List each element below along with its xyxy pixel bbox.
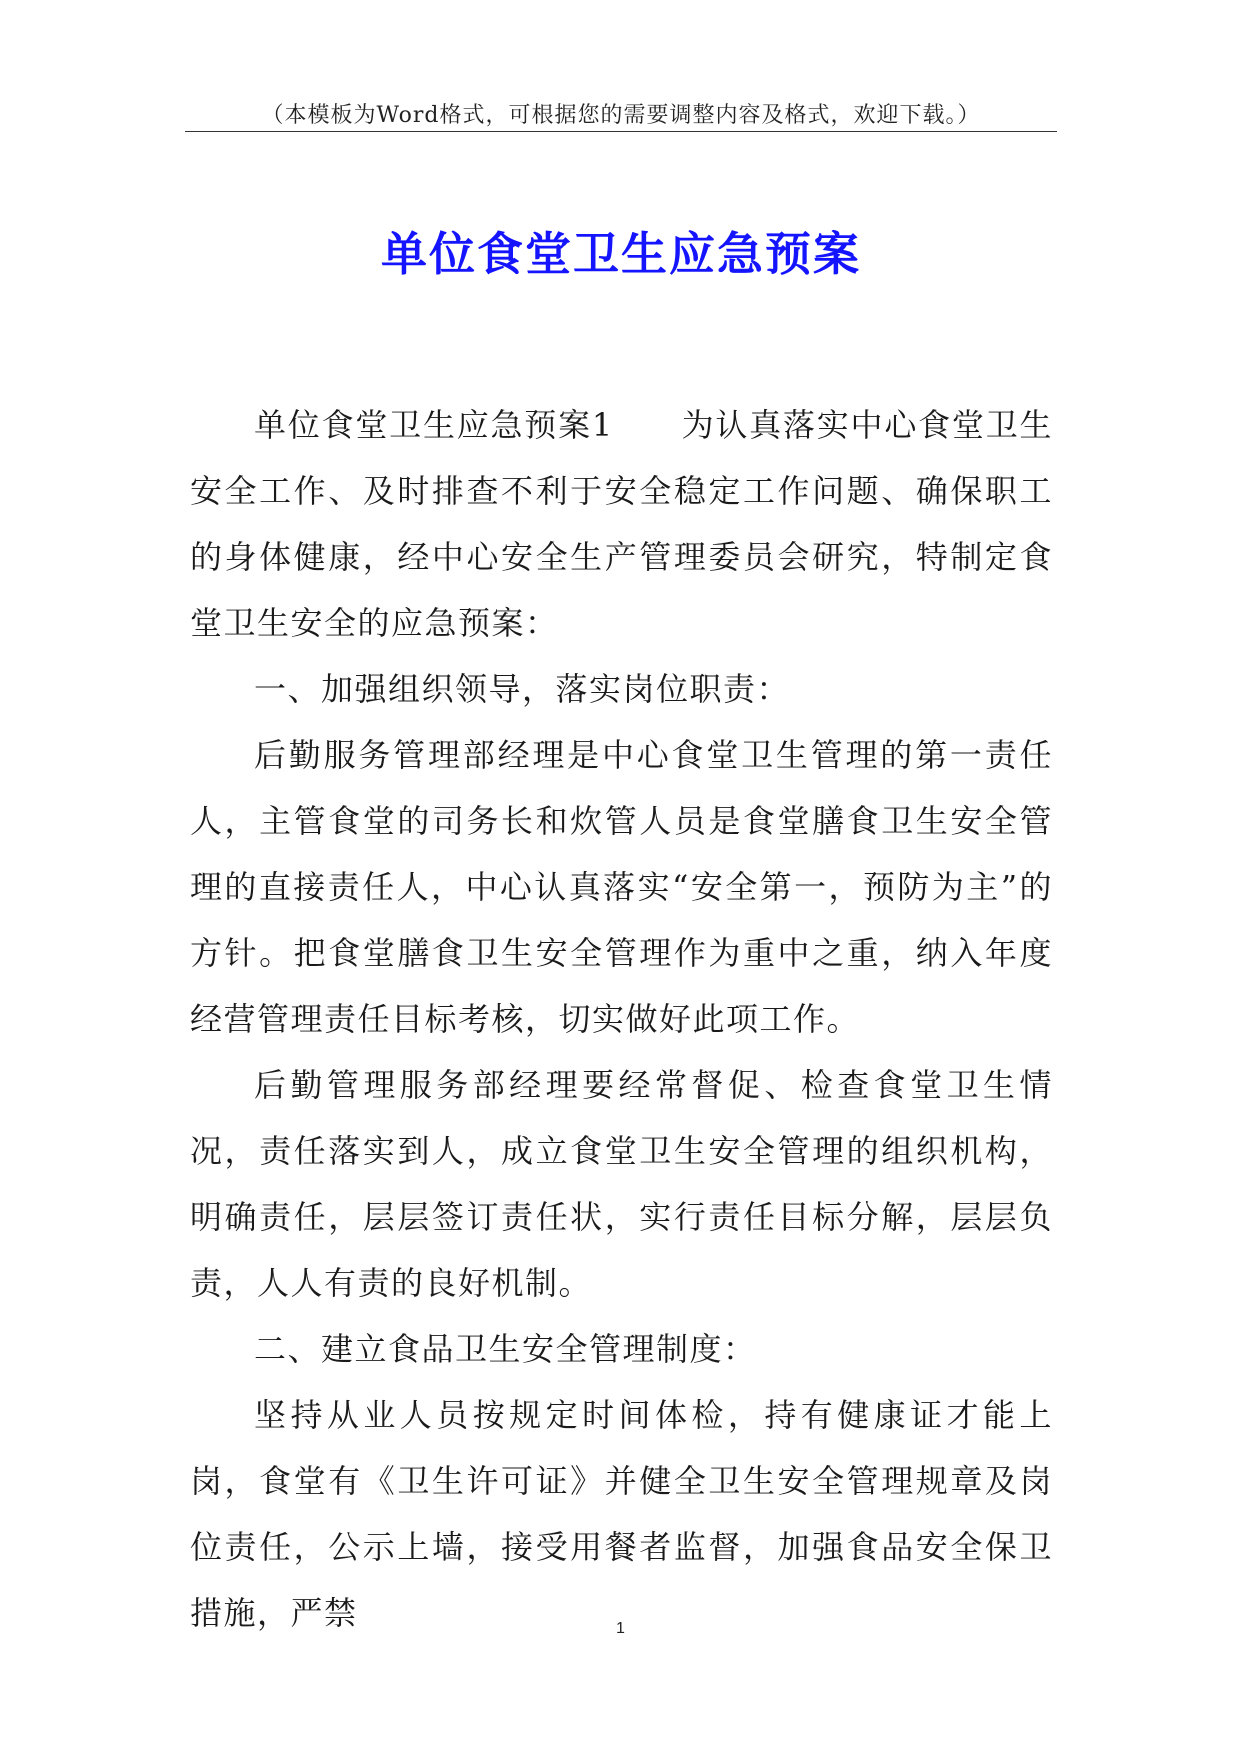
header-note: （本模板为Word格式，可根据您的需要调整内容及格式，欢迎下载。） bbox=[261, 103, 981, 128]
paragraph-responsibility: 后勤服务管理部经理是中心食堂卫生管理的第一责任人，主管食堂的司务长和炊管人员是食堂膳食卫生安全管理的直接责任人，中心认真落实“安全第一，预防为主”的方针。把食堂膳食卫生安全管理作为重中之重，纳入年度经营管理责任目标考核，切实做好此项工作。 bbox=[190, 736, 1053, 1038]
document-title: 单位食堂卫生应急预案 bbox=[381, 227, 861, 281]
section-heading-2: 二、建立食品卫生安全管理制度： bbox=[254, 1330, 757, 1368]
paragraph-health-certificate: 坚持从业人员按规定时间体检，持有健康证才能上岗，食堂有《卫生许可证》并健全卫生安全管理规章及岗位责任，公示上墙，接受用餐者监督，加强食品安全保卫措施，严禁 bbox=[190, 1396, 1053, 1632]
page-number: 1 bbox=[616, 1620, 625, 1637]
header-divider bbox=[185, 131, 1057, 132]
section-heading-1: 一、加强组织领导，落实岗位职责： bbox=[254, 670, 791, 708]
paragraph-supervision: 后勤管理服务部经理要经常督促、检查食堂卫生情况，责任落实到人，成立食堂卫生安全管理的组织机构，明确责任，层层签订责任状，实行责任目标分解，层层负责，人人有责的良好机制。 bbox=[190, 1066, 1053, 1302]
paragraph-intro: 单位食堂卫生应急预案1 为认真落实中心食堂卫生安全工作、及时排查不利于安全稳定工作问题、确保职工的身体健康，经中心安全生产管理委员会研究，特制定食堂卫生安全的应急预案： bbox=[190, 406, 1053, 642]
document-body bbox=[190, 392, 1053, 1646]
